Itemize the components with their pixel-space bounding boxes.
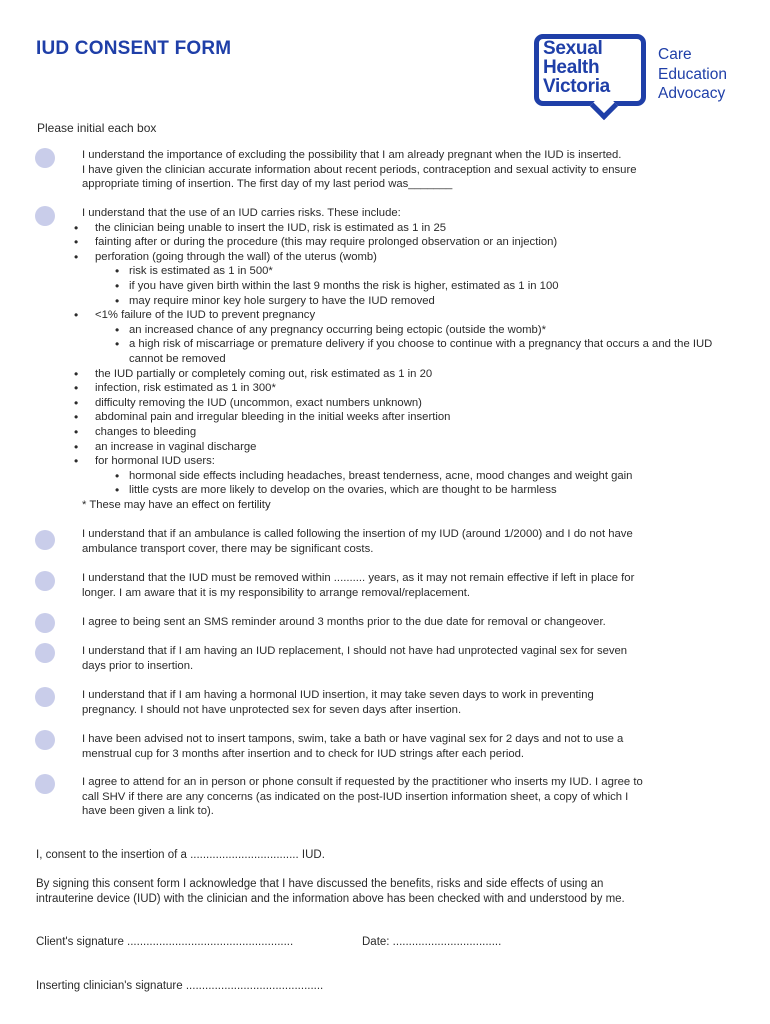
list-item: • abdominal pain and irregular bleeding in the initial weeks after insertion bbox=[82, 410, 737, 425]
item-tampons bbox=[82, 732, 737, 761]
initial-box-ambulance[interactable] bbox=[35, 530, 55, 550]
list-item: • the IUD partially or completely coming out, risk estimated as 1 in 20 bbox=[82, 367, 737, 382]
sub-list bbox=[95, 469, 737, 498]
list-item: • the clinician being unable to insert the IUD, risk is estimated as 1 in 25 bbox=[82, 221, 737, 236]
item-text: pregnancy. I should not have unprotected sex for seven days after insertion. bbox=[82, 703, 462, 716]
item-text: days prior to insertion. bbox=[82, 659, 194, 672]
acknowledgement-line: intrauterine device (IUD) with the clinician and the information above has been checked with and understood by me. bbox=[36, 893, 625, 905]
list-item: • little cysts are more likely to develop on the ovaries, which are thought to be harmless bbox=[95, 483, 737, 498]
list-item: • may require minor key hole surgery to have the IUD removed bbox=[95, 294, 737, 309]
list-item bbox=[82, 454, 737, 498]
date-line[interactable]: Date: .................................. bbox=[362, 936, 502, 948]
logo-name-line: Health bbox=[543, 57, 600, 78]
list-item: • an increased chance of any pregnancy occurring being ectopic (outside the womb)* bbox=[95, 323, 737, 338]
initial-box-sms[interactable] bbox=[35, 613, 55, 633]
initial-box-removal[interactable] bbox=[35, 571, 55, 591]
item-ambulance bbox=[82, 527, 737, 556]
item-risks bbox=[82, 206, 737, 512]
footnote: * These may have an effect on fertility bbox=[82, 498, 271, 511]
list-item bbox=[82, 250, 737, 308]
list-item: • risk is estimated as 1 in 500* bbox=[95, 264, 737, 279]
acknowledgement bbox=[36, 877, 726, 907]
item-text: I agree to being sent an SMS reminder around 3 months prior to the due date for removal or changeover. bbox=[82, 616, 606, 628]
initial-box-risks[interactable] bbox=[35, 206, 55, 226]
item-text: I understand that the use of an IUD carries risks. These include: bbox=[82, 207, 401, 219]
acknowledgement-line: By signing this consent form I acknowledge that I have discussed the benefits, risks and side effects of using an bbox=[36, 878, 604, 890]
logo-tag-line: Care bbox=[658, 46, 692, 63]
initial-box-pregnancy[interactable] bbox=[35, 148, 55, 168]
initial-box-replacement[interactable] bbox=[35, 643, 55, 663]
instructions: Please initial each box bbox=[37, 121, 157, 135]
form-title: IUD CONSENT FORM bbox=[36, 38, 232, 59]
item-text: I understand that if I am having a hormonal IUD insertion, it may take seven days to work in preventing bbox=[82, 689, 594, 701]
list-item-text: <1% failure of the IUD to prevent pregnancy bbox=[95, 309, 316, 322]
item-text: I have given the clinician accurate information about recent periods, contraception and sexual activity to ensure bbox=[82, 163, 637, 176]
item-sms bbox=[82, 615, 737, 630]
clinician-signature-line[interactable]: Inserting clinician's signature ........................................... bbox=[36, 980, 324, 992]
initial-box-hormonal[interactable] bbox=[35, 687, 55, 707]
sexual-health-victoria-logo bbox=[534, 34, 744, 132]
initial-box-tampons[interactable] bbox=[35, 730, 55, 750]
item-text: call SHV if there are any concerns (as indicated on the post-IUD insertion information sheet, a copy of which I bbox=[82, 790, 629, 803]
item-text: I understand the importance of excluding the possibility that I am already pregnant when the IUD is inserted. bbox=[82, 149, 622, 161]
logo-name bbox=[543, 39, 610, 96]
item-text: appropriate timing of insertion. The first day of my last period was_______ bbox=[82, 178, 453, 191]
list-item: • hormonal side effects including headaches, breast tenderness, acne, mood changes and weight gain bbox=[95, 469, 737, 484]
item-text: I understand that the IUD must be removed within .......... years, as it may not remain effective if left in place for bbox=[82, 572, 635, 584]
initial-box-consult[interactable] bbox=[35, 774, 55, 794]
item-text: I agree to attend for an in person or phone consult if requested by the practitioner who inserts my IUD. I agree to bbox=[82, 776, 643, 788]
logo-name-line: Sexual bbox=[543, 38, 603, 59]
list-item: • difficulty removing the IUD (uncommon, exact numbers unknown) bbox=[82, 396, 737, 411]
list-item: • if you have given birth within the last 9 months the risk is higher, estimated as 1 in 100 bbox=[95, 279, 737, 294]
risk-list bbox=[82, 221, 737, 498]
logo-tag-line: Advocacy bbox=[658, 85, 726, 102]
logo-tagline bbox=[658, 45, 727, 104]
logo-tag-line: Education bbox=[658, 65, 727, 83]
list-item: • a high risk of miscarriage or premature delivery if you choose to continue with a pregnancy that occurs a and the IUD cannot be removed bbox=[95, 337, 737, 366]
item-text: have been given a link to). bbox=[82, 805, 214, 818]
item-text: longer. I am aware that it is my responsibility to arrange removal/replacement. bbox=[82, 586, 471, 599]
client-signature-line[interactable]: Client's signature .................................................... bbox=[36, 936, 294, 948]
item-hormonal bbox=[82, 688, 737, 717]
sub-list bbox=[95, 323, 737, 367]
item-removal bbox=[82, 571, 737, 600]
list-item: • an increase in vaginal discharge bbox=[82, 440, 737, 455]
item-text: menstrual cup for 3 months after insertion and to check for IUD strings after each period. bbox=[82, 747, 525, 760]
item-consult bbox=[82, 775, 737, 819]
item-text: I understand that if an ambulance is called following the insertion of my IUD (around 1/2000) and I do not have bbox=[82, 528, 633, 540]
consent-statement: I, consent to the insertion of a .................................. IUD. bbox=[36, 849, 325, 861]
logo-name-line: Victoria bbox=[543, 76, 610, 97]
list-item: • infection, risk estimated as 1 in 300* bbox=[82, 381, 737, 396]
sub-list bbox=[95, 264, 737, 308]
item-pregnancy bbox=[82, 148, 737, 192]
item-text: ambulance transport cover, there may be significant costs. bbox=[82, 542, 374, 555]
list-item: • changes to bleeding bbox=[82, 425, 737, 440]
item-text: I understand that if I am having an IUD replacement, I should not have had unprotected vaginal sex for seven bbox=[82, 645, 628, 657]
list-item bbox=[82, 308, 737, 366]
item-text: I have been advised not to insert tampons, swim, take a bath or have vaginal sex for 2 days and not to use a bbox=[82, 733, 624, 745]
list-item-text: perforation (going through the wall) of the uterus (womb) bbox=[95, 250, 377, 263]
item-replacement bbox=[82, 644, 737, 673]
list-item-text: for hormonal IUD users: bbox=[95, 455, 215, 468]
list-item: • fainting after or during the procedure (this may require prolonged observation or an injection) bbox=[82, 235, 737, 250]
